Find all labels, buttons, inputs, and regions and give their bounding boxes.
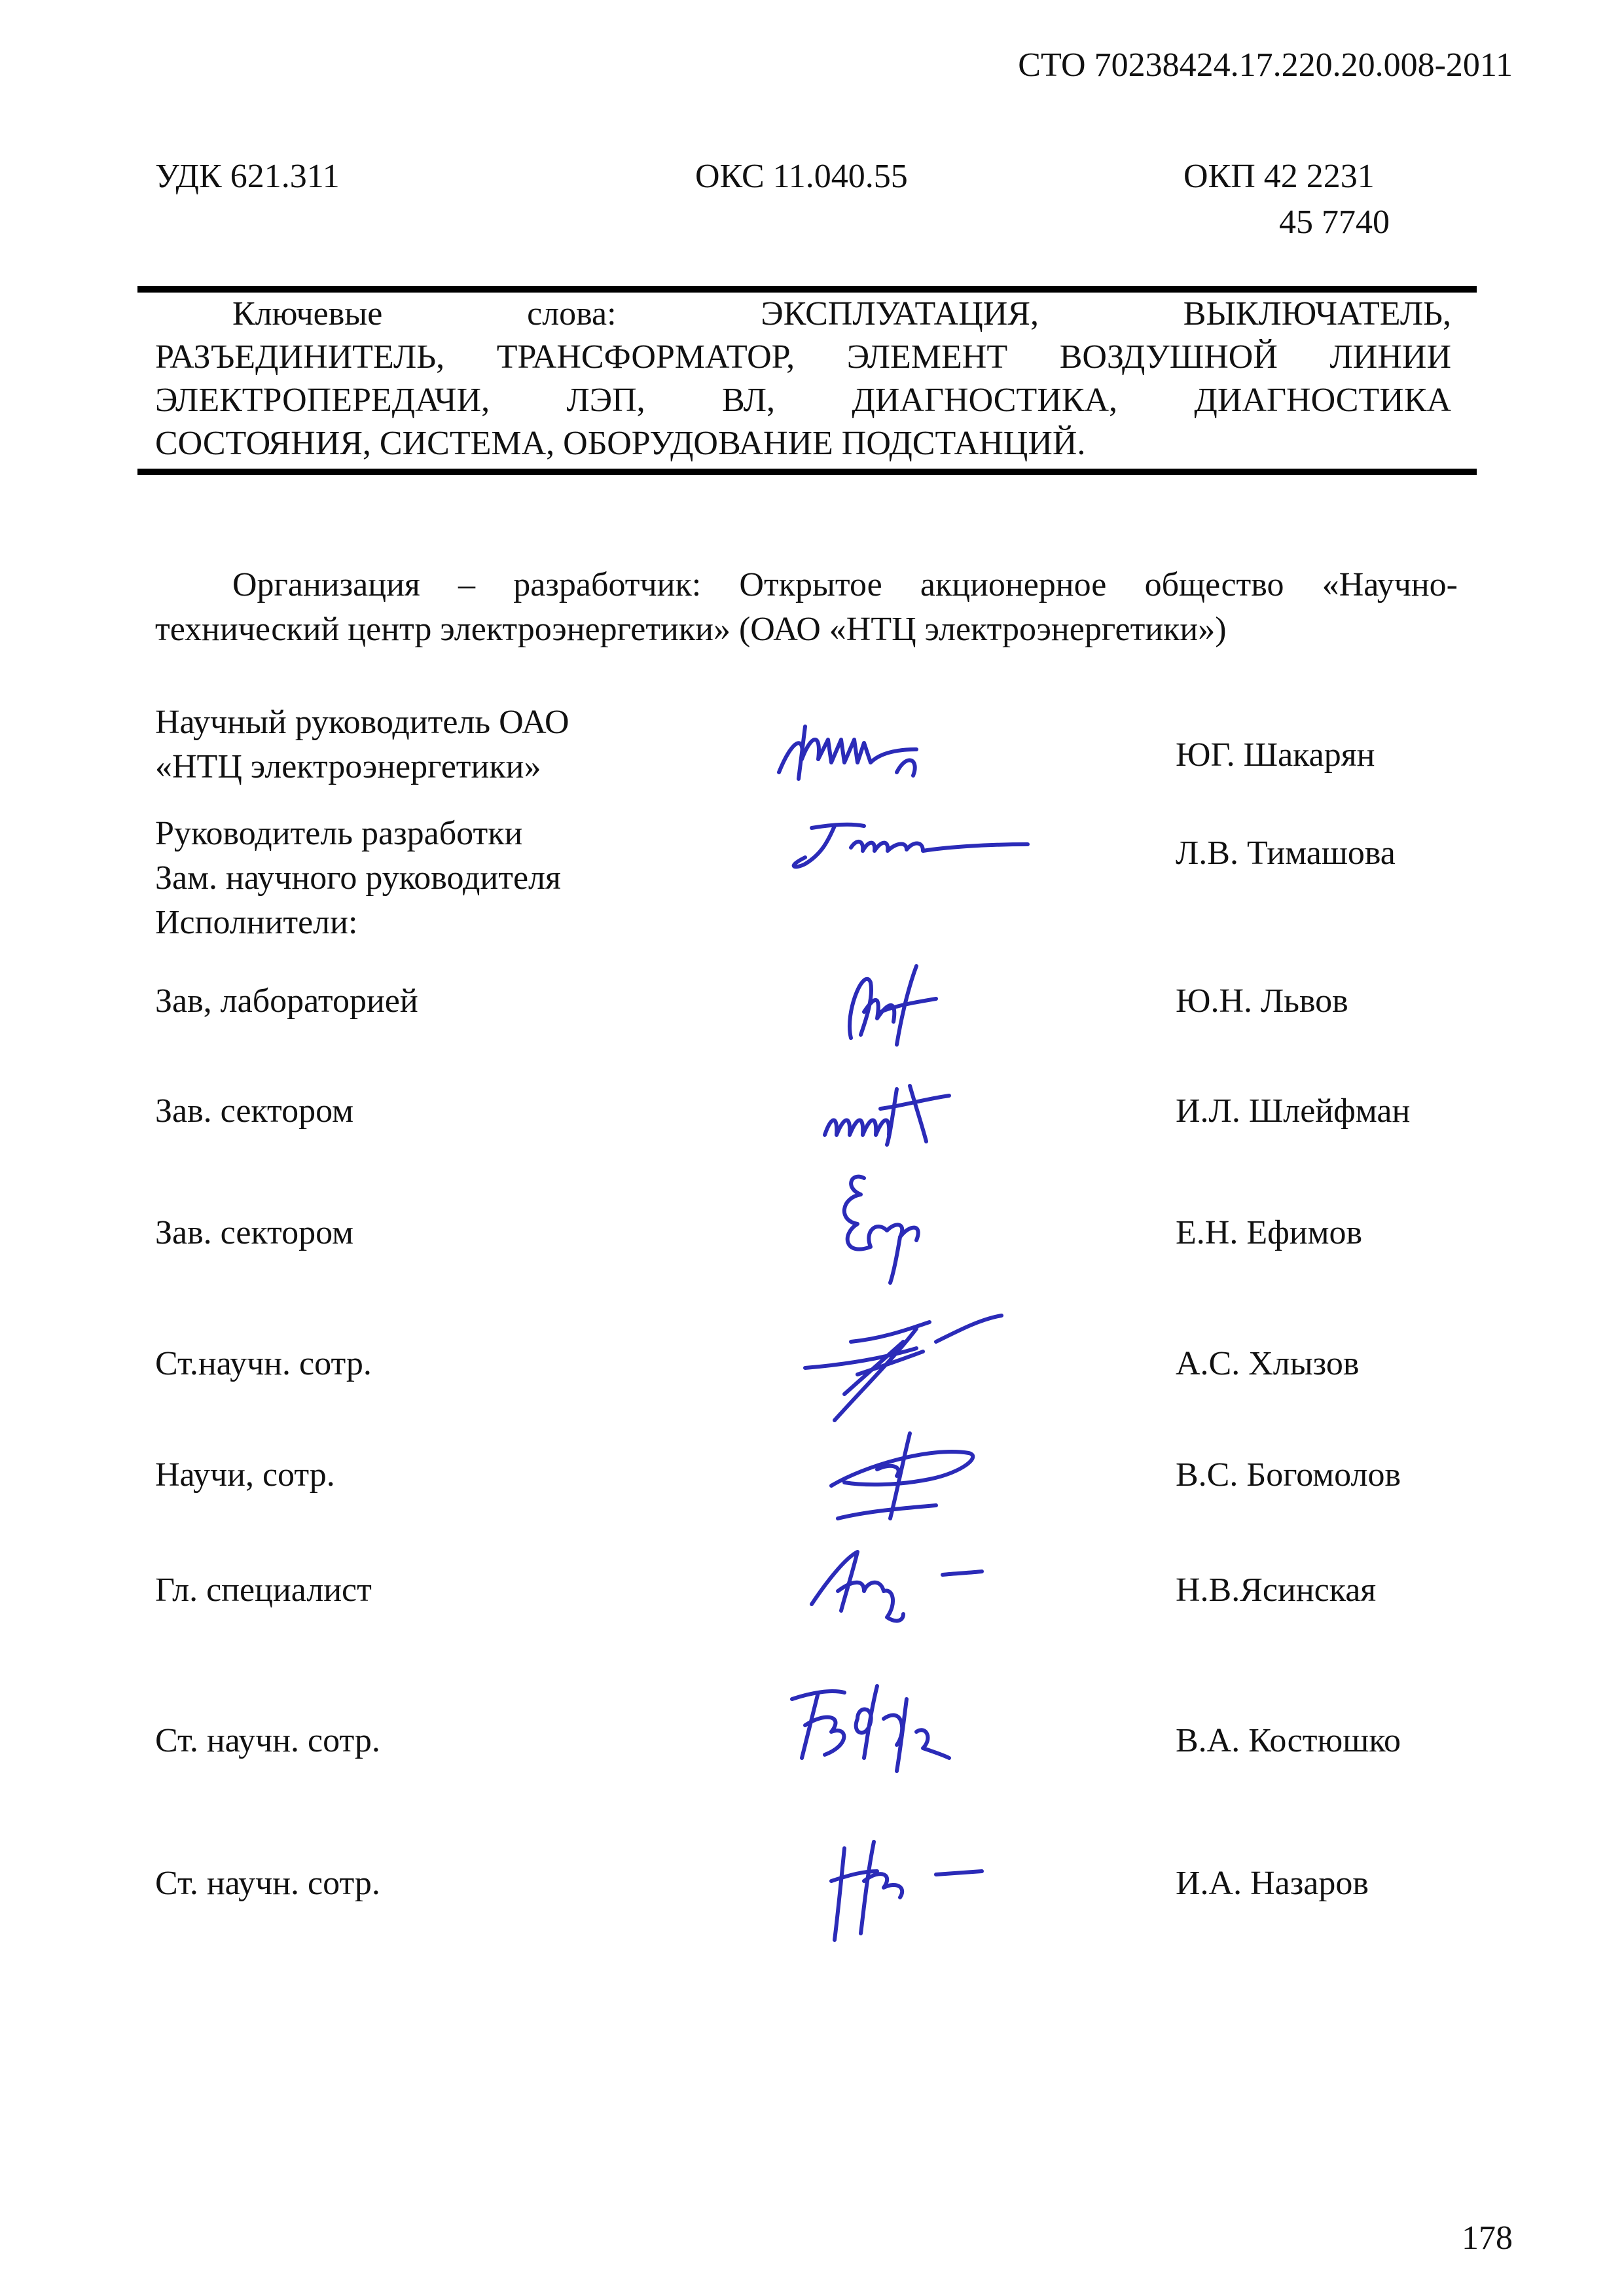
keywords-line: ЭЛЕКТРОПЕРЕДАЧИ, ЛЭП, ВЛ, ДИАГНОСТИКА, ДИАГНОСТИКА xyxy=(155,382,1451,419)
signature-image xyxy=(766,812,1041,877)
signatory-role: Ст. научн. сотр. xyxy=(155,1722,380,1759)
page-number: 178 xyxy=(1462,2219,1513,2257)
udk-code: УДК 621.311 xyxy=(155,158,340,195)
keywords-line: РАЗЪЕДИНИТЕЛЬ, ТРАНСФОРМАТОР, ЭЛЕМЕНТ ВОЗДУШНОЙ ЛИНИИ xyxy=(155,338,1451,376)
signatory-role: Ст.научн. сотр. xyxy=(155,1345,372,1382)
signatory-name: В.А. Костюшко xyxy=(1176,1722,1401,1759)
organization-paragraph: Организация – разработчик: Открытое акционерное общество «Научно-технический центр электроэнергетики» (ОАО «НТЦ электроэнергетики») xyxy=(155,566,1458,648)
signature-image xyxy=(766,713,1001,792)
keywords-line: СОСТОЯНИЯ, СИСТЕМА, ОБОРУДОВАНИЕ ПОДСТАНЦИЙ. xyxy=(155,425,1086,462)
signatory-role: Научный руководитель ОАО «НТЦ электроэнергетики» xyxy=(155,704,569,785)
signature-image xyxy=(766,953,962,1051)
signatory-name: В.С. Богомолов xyxy=(1176,1456,1401,1494)
oks-code: ОКС 11.040.55 xyxy=(695,158,908,195)
signatory-role: Зав. сектором xyxy=(155,1214,354,1251)
signature-image xyxy=(766,1158,962,1289)
signatory-role: Гл. специалист xyxy=(155,1571,372,1609)
signature-image xyxy=(766,1532,1015,1643)
signatory-role: Научи, сотр. xyxy=(155,1456,335,1494)
okp-code-line2: 45 7740 xyxy=(1279,204,1390,241)
signatory-name: Е.Н. Ефимов xyxy=(1176,1214,1363,1251)
keywords-bottom-rule xyxy=(137,469,1477,475)
signatory-name: И.А. Назаров xyxy=(1176,1865,1369,1902)
signature-image xyxy=(766,1420,1015,1532)
signatory-name: Л.В. Тимашова xyxy=(1176,834,1396,872)
signatory-name: ЮГ. Шакарян xyxy=(1176,736,1375,774)
signature-image xyxy=(766,1069,975,1155)
signatory-name: Ю.Н. Львов xyxy=(1176,982,1348,1020)
signature-image xyxy=(766,1302,1028,1433)
signature-image xyxy=(766,1660,1028,1791)
keywords-block xyxy=(155,293,1451,465)
signatory-role: Ст. научн. сотр. xyxy=(155,1865,380,1902)
keywords-line: Ключевые слова: ЭКСПЛУАТАЦИЯ, ВЫКЛЮЧАТЕЛЬ, xyxy=(232,295,1451,332)
signatory-role: Зав, лабораторией xyxy=(155,982,418,1020)
signatory-name: И.Л. Шлейфман xyxy=(1176,1092,1411,1130)
signature-image xyxy=(766,1816,1001,1946)
okp-code: ОКП 42 2231 xyxy=(1183,158,1375,195)
signatory-name: Н.В.Ясинская xyxy=(1176,1571,1377,1609)
document-code: СТО 70238424.17.220.20.008-2011 xyxy=(1018,46,1513,84)
keywords-top-rule xyxy=(137,286,1477,293)
signatory-role: Руководитель разработки Зам. научного руководителя Исполнители: xyxy=(155,815,561,941)
signatory-role: Зав. сектором xyxy=(155,1092,354,1130)
signatory-name: А.С. Хлызов xyxy=(1176,1345,1360,1382)
